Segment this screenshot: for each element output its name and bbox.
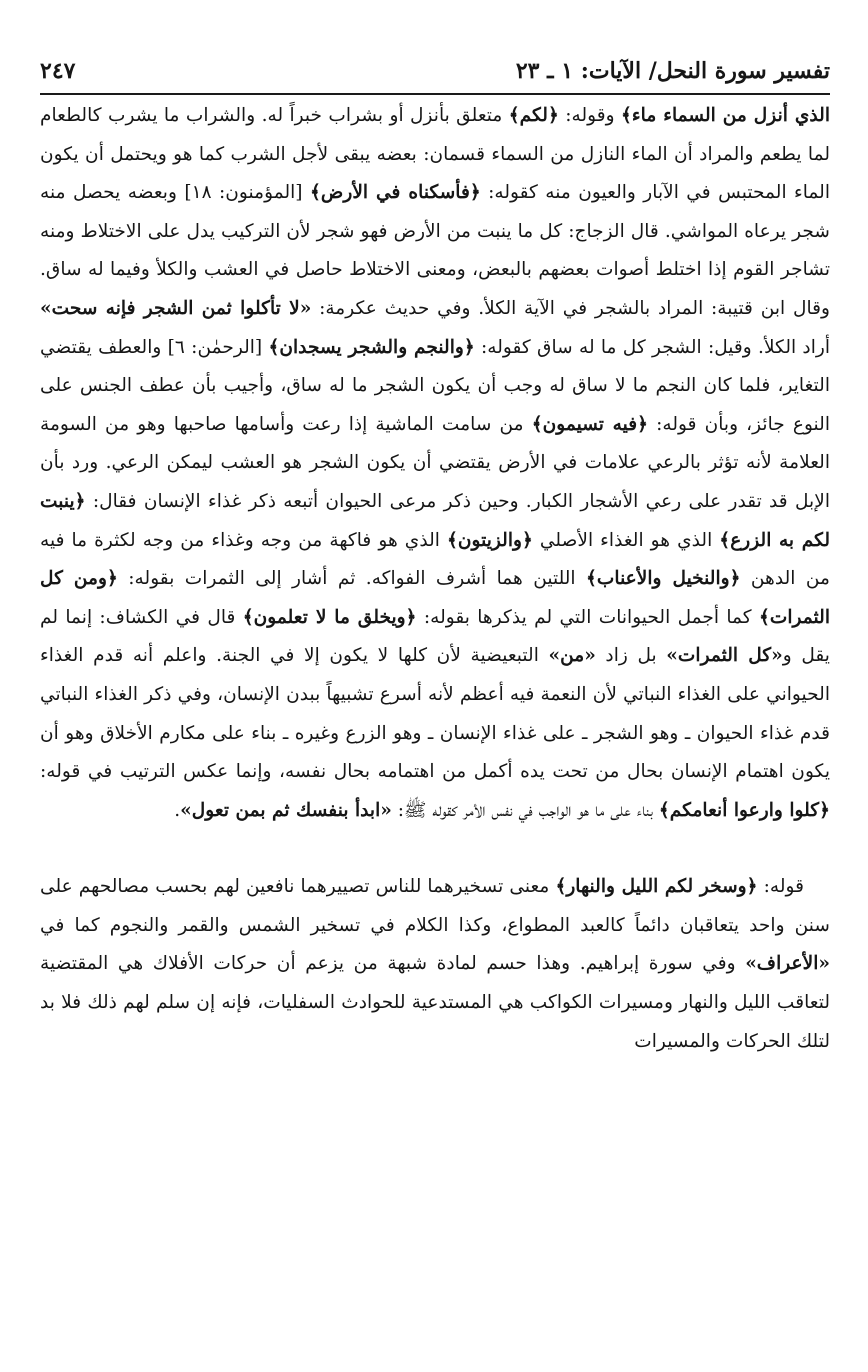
quoted-text: ﴿فأسكناه في الأرض﴾ <box>309 182 481 204</box>
quoted-text: ﴿وسخر لكم الليل والنهار﴾ <box>555 876 758 898</box>
quoted-text: الذي أنزل من السماء ماء﴾ <box>621 105 830 126</box>
quoted-text: «لا تأكلوا ثمن الشجر فإنه سحت» <box>40 297 312 319</box>
commentary-text: قال في الكشاف: إنما لم يقل و <box>40 606 830 667</box>
quoted-text: ﴿ومن كل الثمرات﴾ <box>40 568 830 628</box>
commentary-text: بناء على ما هو الواجب في نفس الأمر كقوله ﷺ: <box>391 799 659 821</box>
page-header <box>40 54 830 90</box>
commentary-text: [المؤمنون: ١٨] وبعضه يحصل منه شجر يرعاه المواشي. قال الزجاج: كل ما ينبت من الأرض فهو شجر لأن التركيب يدل على الاختلاط ومنه تشاجر القوم إذا اختلط أصوات بعضهم بالبعض، ومعنى الاختلاط حاصل في العشب والكلأ وفيما له ساق. وقال ابن قتيبة: المراد بالشجر في الآية الكلأ. وفي حديث عكرمة: <box>40 182 830 319</box>
quoted-text: «كل الثمرات» <box>666 645 783 667</box>
running-title: تفسير سورة النحل/ الآيات: ١ ـ ٢٣ <box>515 58 830 84</box>
quoted-text: ﴿فيه تسيمون﴾ <box>531 413 649 435</box>
quoted-text: «الأعراف» <box>745 953 830 975</box>
quoted-text: ﴿والزيتون﴾ <box>446 529 533 551</box>
quoted-text: «من» <box>548 645 596 667</box>
quoted-text: ﴿ينبت لكم به الزرع﴾ <box>40 490 830 551</box>
commentary-text: اللتين هما أشرف الفواكه. ثم أشار إلى الثمرات بقوله: <box>117 568 586 590</box>
commentary-text: . <box>174 799 181 821</box>
quoted-text: ﴿والنخيل والأعناب﴾ <box>586 568 741 590</box>
commentary-text: الذي هو الغذاء الأصلي <box>532 529 720 551</box>
commentary-text: معنى تسخيرهما للناس تصييرهما نافعين لهم بحسب مصالحهم على سنن واحد يتعاقبان دائماً كالعبد المطواع، وكذا الكلام في تسخير الشمس والقمر والنجوم كما في <box>40 876 830 936</box>
quoted-text: ﴿لكم﴾ <box>508 105 559 126</box>
commentary-text: التبعيضية لأن كلها لا يكون إلا في الجنة. واعلم أنه قدم الغذاء الحيواني على الغذاء النباتي لأن النعمة فيه أعظم لأنه أسرع تشبيهاً ببدن الإنسان، وفي ذكر الغذاء النباتي قدم غذاء الحيوان ـ وهو الشجر ـ على غذاء الإنسان ـ وهو الزرع وغيره ـ بناء على مكارم الأخلاق وهو أن يكون اهتمام الإنسان بحال من تحت يده أكمل من اهتمامه بحال نفسه، وإنما عكس الترتيب في قوله: <box>40 645 830 783</box>
commentary-text: وفي سورة إبراهيم. وهذا حسم لمادة شبهة من يزعم أن حركات الأفلاك هي المقتضية لتعاقب الليل والنهار ومسيرات الكواكب هي المستدعية للحوادث السفليات، فإنه إن سلم لهم ذلك فلا بد لتلك الحركات والمسيرات <box>40 953 830 1052</box>
commentary-text: كما أجمل الحيوانات التي لم يذكرها بقوله: <box>416 606 759 628</box>
quoted-text: ﴿ويخلق ما لا تعلمون﴾ <box>242 606 417 628</box>
commentary-text: أراد الكلأ. وقيل: الشجر كل ما له ساق كقوله: <box>474 336 831 358</box>
quoted-text: ﴿كلوا وارعوا أنعامكم﴾ <box>658 799 830 821</box>
commentary-text: بل زاد <box>595 645 667 667</box>
commentary-text: الذي هو فاكهة من وجه وغذاء من وجه لكثرة ما فيه من الدهن <box>40 529 830 590</box>
header-rule <box>40 93 830 95</box>
paragraph-1 <box>40 97 830 830</box>
commentary-text: متعلق بأنزل أو بشراب خبراً له. والشراب ما يشرب كالطعام لما يطعم والمراد أن الماء النازل من السماء قسمان: بعضه يبقى لأجل الشرب كما هو ويحتمل أن يكون الماء المحتبس في الآبار والعيون منه كقوله: <box>40 105 831 204</box>
commentary-text: قوله: <box>757 876 804 898</box>
page-number: ٢٤٧ <box>40 58 76 84</box>
commentary-text: وقوله: <box>558 105 622 126</box>
quoted-text: «ابدأ بنفسك ثم بمن تعول» <box>180 799 392 821</box>
body-text <box>40 97 830 1061</box>
commentary-text: من سامت الماشية إذا رعت وأسامها صاحبها وهو من السومة العلامة لأنه تؤثر بالرعي علامات في الأرض يقتضي أن يكون الشجر هو العشب ليمكن الرعي. ورد بأن الإبل قد تقدر على رعي الأشجار الكبار. وحين ذكر مرعى الحيوان أتبعه ذكر غذاء الإنسان فقال: <box>40 413 830 512</box>
commentary-text: [الرحمٰن: ٦] والعطف يقتضي التغاير، فلما كان النجم ما لا ساق له وجب أن يكون الشجر ما له ساق، وأجيب بأن عطف الجنس على النوع جائز، وبأن قوله: <box>40 336 830 435</box>
quoted-text: ﴿والنجم والشجر يسجدان﴾ <box>268 336 475 358</box>
paragraph-2 <box>40 868 830 1061</box>
